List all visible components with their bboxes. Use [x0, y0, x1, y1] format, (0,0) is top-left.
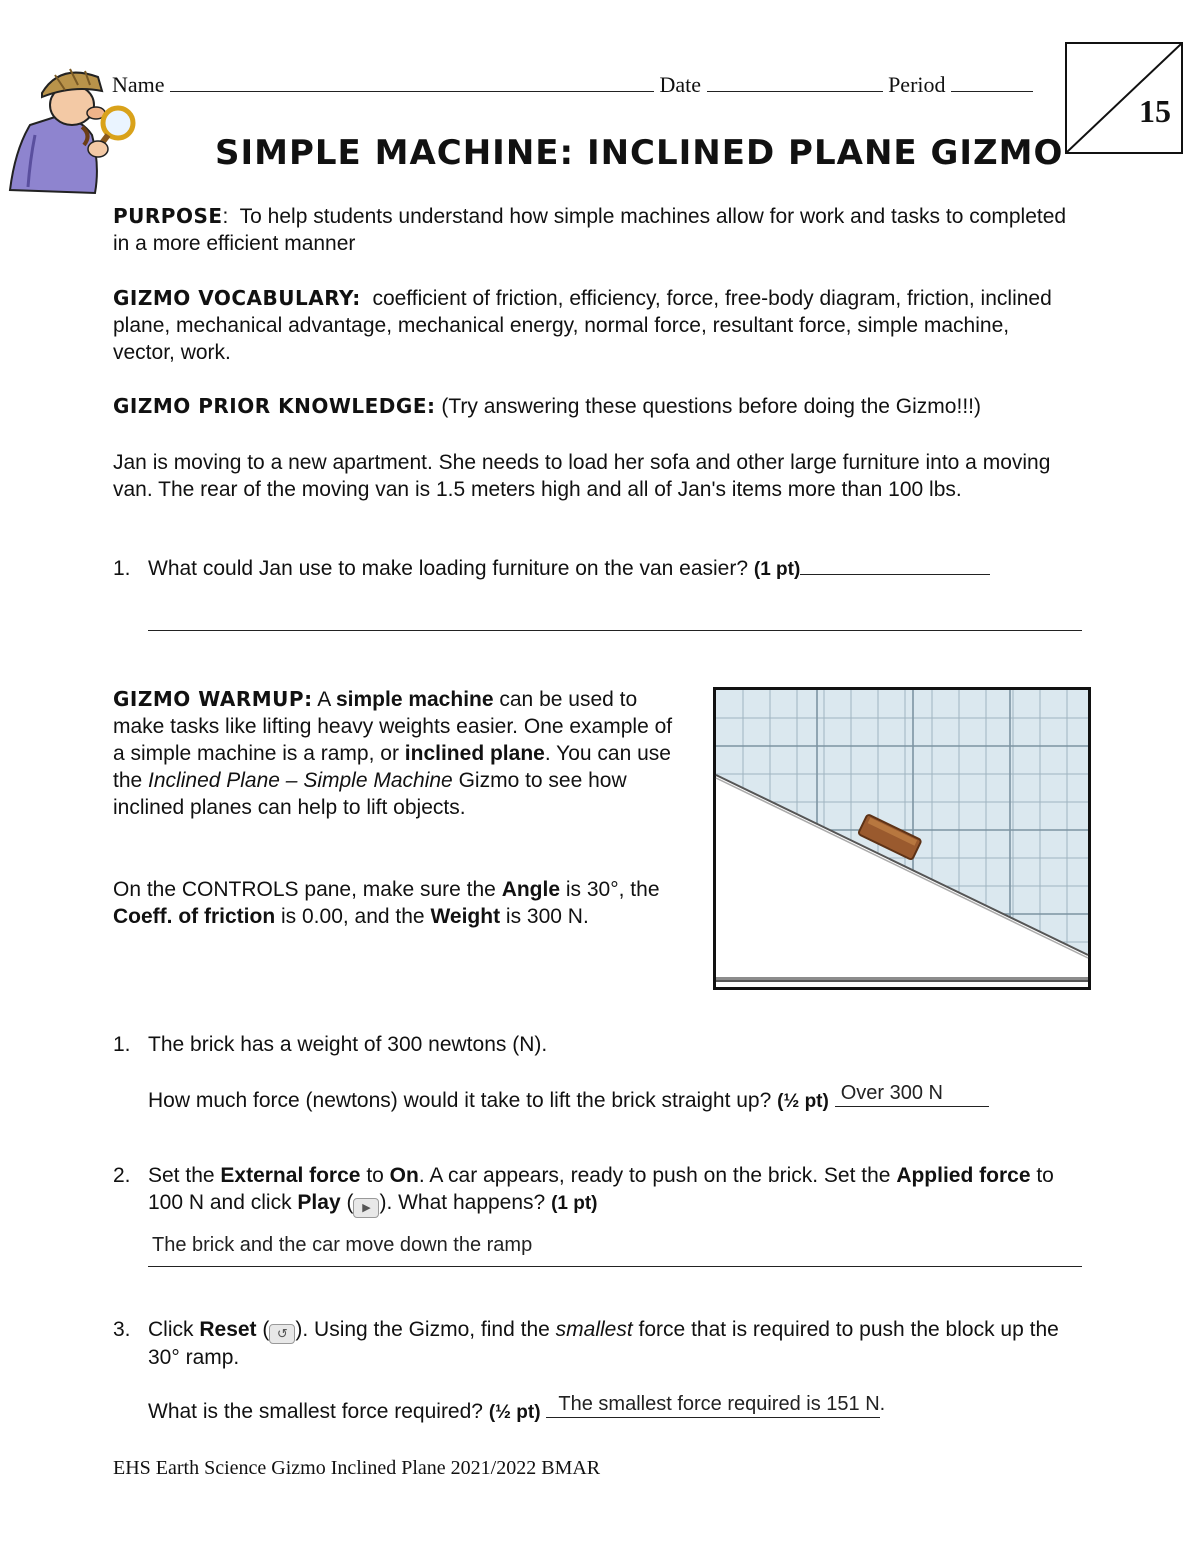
warmup-paragraph-1: [113, 686, 688, 821]
q3-number: 3.: [113, 1318, 131, 1341]
warmup-gizmo-name: Inclined Plane – Simple Machine: [148, 769, 453, 792]
q1-number: 1.: [113, 1033, 131, 1056]
q3-points: (½ pt): [488, 1402, 541, 1423]
q1-sub-text: How much force (newtons) would it take to lift the brick straight up?: [148, 1089, 772, 1112]
q3-text-c: ). Using the Gizmo, find the: [295, 1318, 550, 1341]
q3-smallest-term: smallest: [555, 1318, 633, 1341]
prior-question-1: [113, 555, 1083, 583]
prior-q1-text: What could Jan use to make loading furniture on the van easier?: [148, 557, 749, 580]
warmup-angle-term: Angle: [501, 878, 561, 901]
prior-scenario: Jan is moving to a new apartment. She needs to load her sofa and other large furniture into a moving van. The rear of the moving van is 1.5 meters high and all of Jan's items more than 100 lbs.: [113, 451, 1051, 501]
date-label: Date: [659, 72, 702, 97]
play-button-icon: ▶: [353, 1198, 379, 1218]
warmup-controls-text-g: is 300 N.: [505, 905, 589, 928]
warmup-term-inclined-plane: inclined plane: [404, 742, 545, 765]
warmup-text-g: Gizmo to see how inclined planes can help to lift objects.: [113, 769, 627, 819]
name-field[interactable]: [170, 91, 654, 92]
period-label: Period: [888, 72, 946, 97]
q2-number: 2.: [113, 1164, 131, 1187]
q3-sub-text: What is the smallest force required?: [148, 1400, 483, 1423]
question-3: 3. Click Reset ( ↺ ). Using the Gizmo, find the smallest force that is required to push the block up the 30° ramp.: [113, 1318, 1059, 1369]
warmup-friction-term: Coeff. of friction: [113, 905, 276, 928]
prior-q1-answer-line-2[interactable]: [148, 630, 1082, 631]
q2-external-force-term: External force: [220, 1164, 361, 1187]
q3-answer: The smallest force required is 151 N.: [558, 1393, 886, 1415]
page-footer: EHS Earth Science Gizmo Inclined Plane 2021/2022 BMAR: [113, 1457, 601, 1479]
name-label: Name: [112, 72, 165, 97]
warmup-label: GIZMO WARMUP:: [113, 687, 313, 711]
prior-knowledge-section: [113, 393, 1073, 420]
q3-text-a: Click: [148, 1318, 194, 1341]
purpose-section: PURPOSE: To help students understand how simple machines allow for work and tasks to completed in a more efficient manner: [113, 204, 1067, 255]
q1-answer-field[interactable]: [835, 1082, 989, 1107]
q3-reset-term: Reset: [199, 1318, 257, 1341]
q3-text-e: force that is required to push the block up the 30° ramp.: [148, 1318, 1059, 1369]
purpose-label: PURPOSE: [113, 204, 223, 228]
reset-button-icon: ↺: [269, 1324, 295, 1344]
date-field[interactable]: [707, 91, 883, 92]
prior-q1-points: (1 pt): [753, 559, 801, 580]
question-1-sub: [148, 1082, 1088, 1115]
vocabulary-label: GIZMO VOCABULARY:: [113, 286, 361, 310]
period-field[interactable]: [951, 91, 1033, 92]
q2-text-g: to 100 N and click: [148, 1164, 1054, 1214]
q2-answer: The brick and the car move down the ramp: [152, 1234, 533, 1256]
header-row: [112, 72, 1033, 98]
q3-answer-field[interactable]: [546, 1393, 886, 1418]
warmup-text-c: can be used to make tasks like lifting heavy weights easier. One example of a simple machine is a ramp, or: [113, 688, 673, 765]
question-1: [113, 1031, 1083, 1058]
purpose-text: To help students understand how simple machines allow for work and tasks to completed in a more efficient manner: [113, 205, 1067, 255]
q2-text-i: ). What happens?: [379, 1191, 546, 1214]
question-3-sub: [148, 1393, 1088, 1426]
q2-text-e: . A car appears, ready to push on the brick. Set the: [418, 1164, 891, 1187]
q1-text: The brick has a weight of 300 newtons (N).: [148, 1033, 548, 1056]
vocabulary-text: coefficient of friction, efficiency, force, free-body diagram, friction, inclined plane, mechanical advantage, mechanical energy, normal force, resultant force, simple machine, vector, work.: [113, 287, 1052, 364]
inclined-plane-gizmo-image: [713, 687, 1091, 990]
prior-q1-answer-line-1[interactable]: [800, 574, 990, 575]
q2-play-term: Play: [297, 1191, 341, 1214]
q2-text-c: to: [366, 1164, 384, 1187]
warmup-controls-text-c: is 30°, the: [565, 878, 660, 901]
warmup-text-a: A: [317, 688, 331, 711]
warmup-paragraph-2: [113, 876, 688, 930]
q2-applied-force-term: Applied force: [896, 1164, 1031, 1187]
q2-text-a: Set the: [148, 1164, 215, 1187]
q1-points: (½ pt): [777, 1091, 829, 1112]
q2-points: (1 pt): [551, 1193, 598, 1214]
warmup-text-e: . You can use the: [113, 742, 671, 792]
score-box: [1065, 42, 1183, 154]
warmup-weight-term: Weight: [430, 905, 501, 928]
score-value: 15: [1139, 93, 1171, 129]
page-title: SIMPLE MACHINE: INCLINED PLANE GIZMO: [215, 133, 1064, 173]
vocabulary-section: [113, 285, 1073, 366]
prior-text: (Try answering these questions before doing the Gizmo!!!): [441, 395, 981, 418]
warmup-controls-text-e: is 0.00, and the: [281, 905, 425, 928]
q2-answer-field[interactable]: [148, 1230, 1082, 1267]
q1-answer: Over 300 N: [840, 1082, 943, 1104]
question-2: 2. Set the External force to On. A car appears, ready to push on the brick. Set the Applied force to 100 N and click Play ( ▶ ). What happens? (1 pt): [113, 1162, 1088, 1218]
warmup-term-simple-machine: simple machine: [335, 688, 494, 711]
prior-q1-number: 1.: [113, 557, 131, 580]
q2-on-term: On: [389, 1164, 419, 1187]
warmup-controls-text-a: On the CONTROLS pane, make sure the: [113, 878, 496, 901]
prior-label: GIZMO PRIOR KNOWLEDGE:: [113, 394, 436, 418]
